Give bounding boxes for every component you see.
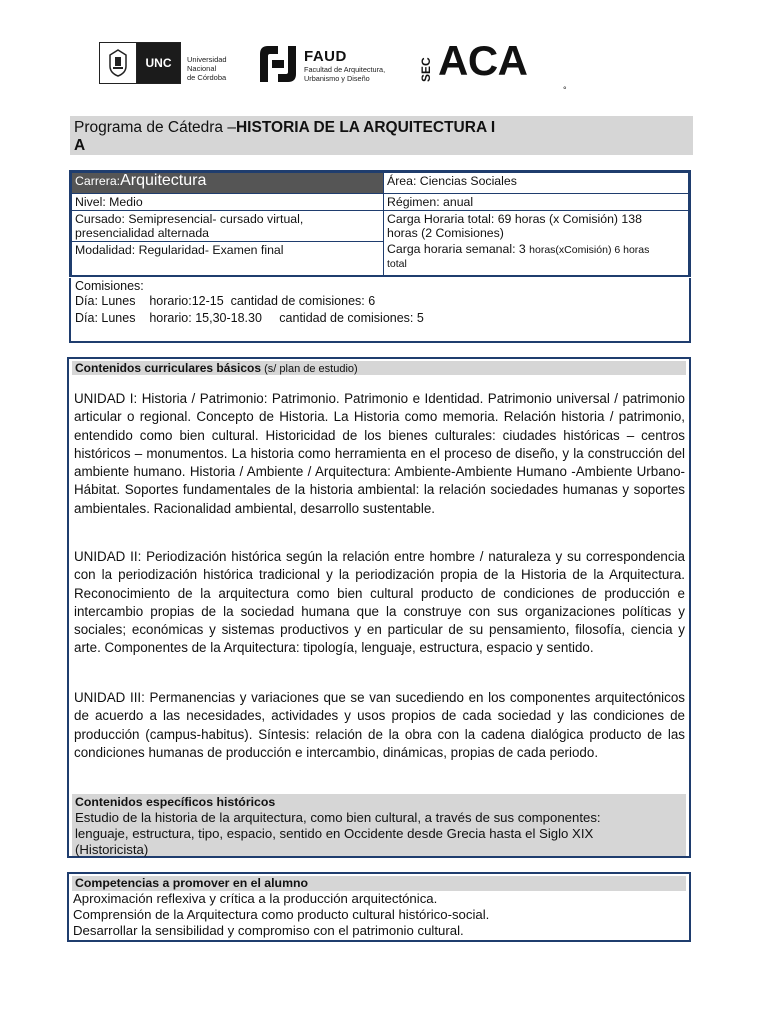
area-cell: Área: Ciencias Sociales [384, 173, 689, 194]
sec-aca-logo [418, 37, 548, 84]
page-title [70, 116, 693, 155]
modalidad-cell: Modalidad: Regularidad- Examen final [72, 242, 384, 276]
especificos-body: Estudio de la historia de la arquitectura, como bien cultural, a través de sus componentes: lenguaje, estructura, tipo, espacio, sentido en Occidente desde Grecia hasta el Siglo XIX (Historicista) [72, 810, 686, 856]
unidad-3-text: UNIDAD III: Permanencias y variaciones que se van sucediendo en los componentes arquitectónicos de acuerdo a las necesidades, actividades y usos propios de cada sociedad y las condiciones de producción (campus-habitus). Síntesis: relación de la obra con la cadena dialógica producto de las condiciones humanas de producción e intercambio, dinámicas, propias de cada periodo. [74, 690, 685, 760]
contenidos-section [67, 357, 691, 858]
unc-abbr: UNC [137, 43, 180, 83]
carrera-cell [72, 173, 384, 194]
list-item: Aproximación reflexiva y crítica a la producción arquitectónica. [73, 891, 438, 906]
list-item: Comprensión de la Arquitectura como producto cultural histórico-social. [73, 907, 490, 922]
comision-line-2: Día: Lunes horario: 15,30-18.30 cantidad de comisiones: 5 [75, 311, 424, 325]
faud-mark-icon [258, 44, 298, 84]
title-line2: A [74, 137, 86, 154]
title-subject: HISTORIA DE LA ARQUITECTURA I [235, 119, 496, 136]
cursado-cell: Cursado: Semipresencial- cursado virtual, presencialidad alternada [72, 211, 384, 242]
unc-emblem-icon [100, 43, 137, 83]
comisiones-box [69, 278, 691, 343]
comision-line-1: Día: Lunes horario:12-15 cantidad de comisiones: 6 [75, 294, 376, 308]
especificos-heading: Contenidos específicos históricos [72, 794, 686, 810]
carrera-label: Carrera: [75, 174, 121, 188]
unidad-1-text: UNIDAD I: Historia / Patrimonio: Patrimonio. Patrimonio e Identidad. Patrimonio universal / patrimonio articular o regional. Concepto de Historia. La Historia como memoria. Relación historia / patrimonio, entendido como bien cultural. Historicidad de los bienes culturales: ciudades históricas – centros históricos – monumentos. La historia como herramienta en el proceso de diseño, y la construcción del ambiente humano. Historia / Ambiente / Arquitectura: Ambiente-Ambiente Humano -Ambiente Urbano-Hábitat. Soportes fundamentales de la historia ambiental: la relación sociedades humanas y soportes ambientales. Racionalidad ambiental, desarrollo sustentable. [74, 391, 685, 516]
sec-vertical-text [418, 44, 434, 84]
unidad-2-text: UNIDAD II: Periodización histórica según la relación entre hombre / naturaleza y su correspondencia con la periodización histórica tradicional y la periodización propia de la Historia de la Arquitectura. Reconocimiento de la arquitectura como bien cultural producto de condiciones de producción e intercambio propias de la sociedad humana que la construye con sus organizaciones políticas y sociales; económicas y sistemas productivos y en particular de su pensamiento, filosofía, ciencia y arte. Componentes de la Arquitectura: tipología, lenguaje, estructura, espacio y sentido. [74, 549, 685, 656]
title-prefix: Programa de Cátedra – [74, 119, 236, 136]
carga-horaria-cell: Carga Horaria total: 69 horas (x Comisión) 138 horas (2 Comisiones) Carga horaria semanal: 3 horas(xComisión) 6 horas total [384, 211, 689, 276]
aca-wordmark: ACA [438, 37, 528, 84]
competencias-list [73, 891, 489, 939]
carrera-value: Arquitectura [120, 172, 207, 189]
unc-logo [99, 42, 239, 84]
unc-name: Universidad Nacional de Córdoba [187, 55, 227, 82]
list-item: Desarrollar la sensibilidad y compromiso con el patrimonio cultural. [73, 923, 464, 938]
competencias-heading: Competencias a promover en el alumno [72, 876, 686, 891]
faud-subtitle: Facultad de Arquitectura, Urbanismo y Diseño [304, 65, 386, 83]
degree-mark: ° [563, 85, 567, 95]
regimen-cell: Régimen: anual [384, 194, 689, 211]
faud-title: FAUD [304, 48, 347, 65]
course-info-table [69, 170, 691, 277]
faud-logo [258, 44, 408, 84]
contenidos-heading: Contenidos curriculares básicos (s/ plan de estudio) [72, 361, 686, 375]
nivel-cell: Nivel: Medio [72, 194, 384, 211]
competencias-section [67, 872, 691, 942]
comisiones-label: Comisiones: [75, 279, 144, 293]
svg-text:SEC: SEC [419, 57, 433, 82]
